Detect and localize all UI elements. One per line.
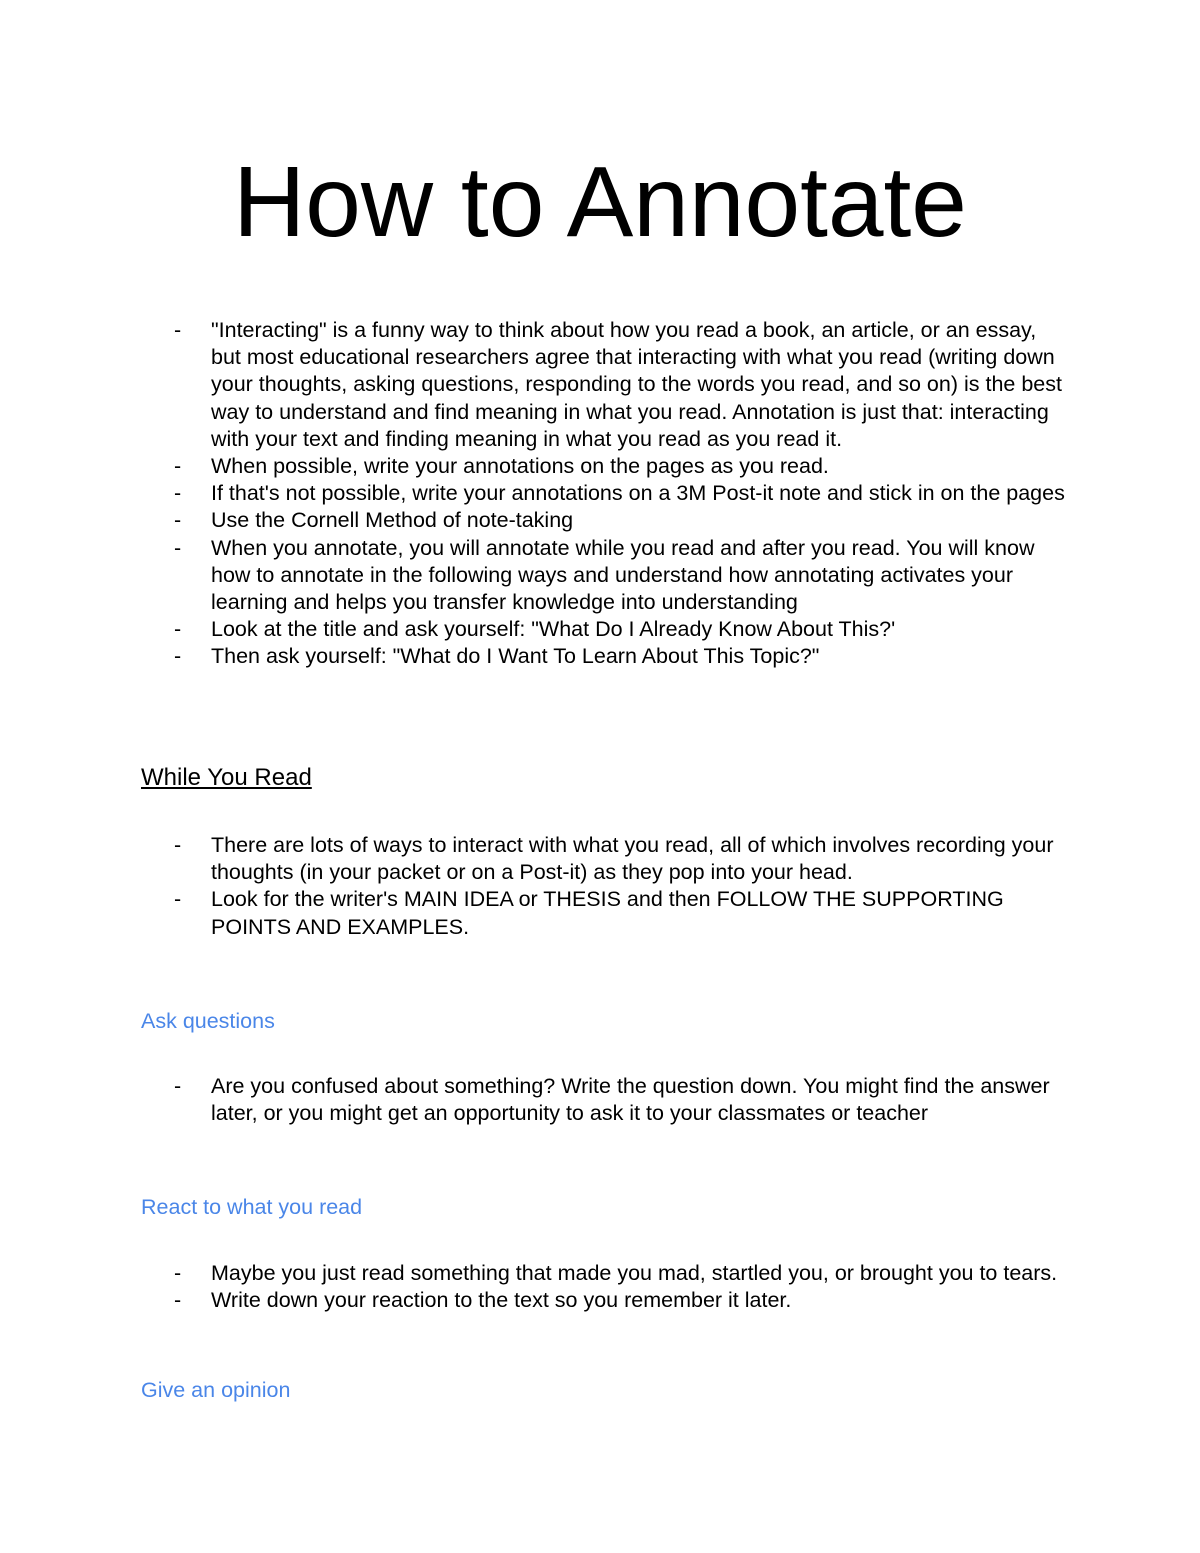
list-item-text: "Interacting" is a funny way to think about how you read a book, an article, or an essay, but most educational researchers agree that interacting with what you read (writing down your thoughts, asking questions, responding to the words you read, and so on) is the best way to understand and find meaning in what you read. Annotation is just that: interacting with your text and finding meaning in what you read as you read it. <box>211 318 1062 451</box>
list-item <box>141 832 1071 886</box>
list-item-text: Use the Cornell Method of note-taking <box>211 508 574 533</box>
react-list <box>141 1260 1071 1314</box>
bullet-dash: - <box>174 508 182 533</box>
bullet-dash: - <box>174 481 182 506</box>
list-item <box>141 480 1071 507</box>
list-item <box>141 616 1071 643</box>
list-item-text: When you annotate, you will annotate while you read and after you read. You will know how to annotate in the following ways and understand how annotating activates your learning and helps you transfer knowledge into understanding <box>211 535 1035 615</box>
bullet-dash: - <box>174 1074 182 1098</box>
list-item-text: Write down your reaction to the text so you remember it later. <box>211 1288 792 1313</box>
list-item <box>141 886 1071 940</box>
bullet-dash: - <box>174 454 182 479</box>
subheading-ask-questions: Ask questions <box>141 1009 275 1033</box>
list-item <box>141 1260 1071 1287</box>
list-item <box>141 453 1071 480</box>
bullet-dash: - <box>174 833 182 857</box>
list-item <box>141 507 1071 534</box>
list-item <box>141 643 1071 670</box>
bullet-dash: - <box>174 1288 182 1313</box>
list-item <box>141 317 1071 453</box>
document-title: How to Annotate <box>233 146 967 258</box>
bullet-dash: - <box>174 887 182 912</box>
bullet-dash: - <box>174 644 182 669</box>
subheading-react: React to what you read <box>141 1195 363 1219</box>
bullet-dash: - <box>174 1261 182 1285</box>
list-item <box>141 535 1071 617</box>
bullet-dash: - <box>174 617 182 642</box>
list-item <box>141 1073 1071 1127</box>
list-item-text: If that's not possible, write your annotations on a 3M Post-it note and stick in on the pages <box>211 481 1065 506</box>
while-you-read-list <box>141 832 1071 941</box>
list-item-text: Look for the writer's MAIN IDEA or THESIS and then FOLLOW THE SUPPORTING POINTS AND EXAMPLES. <box>211 887 1004 939</box>
list-item-text: Then ask yourself: "What do I Want To Learn About This Topic?" <box>211 644 820 669</box>
list-item <box>141 1287 1071 1314</box>
ask-questions-list <box>141 1073 1071 1127</box>
section-heading-while-you-read: While You Read <box>141 764 312 791</box>
intro-list <box>141 317 1071 671</box>
list-item-text: When possible, write your annotations on the pages as you read. <box>211 454 829 479</box>
list-item-text: Look at the title and ask yourself: "What Do I Already Know About This?' <box>211 617 896 642</box>
subheading-give-opinion: Give an opinion <box>141 1378 291 1402</box>
list-item-text: Maybe you just read something that made you mad, startled you, or brought you to tears. <box>211 1261 1058 1285</box>
bullet-dash: - <box>174 535 182 560</box>
list-item-text: Are you confused about something? Write the question down. You might find the answer later, or you might get an opportunity to ask it to your classmates or teacher <box>211 1074 1050 1126</box>
list-item-text: There are lots of ways to interact with what you read, all of which involves recording your thoughts (in your packet or on a Post-it) as they pop into your head. <box>211 833 1054 885</box>
bullet-dash: - <box>174 318 182 342</box>
